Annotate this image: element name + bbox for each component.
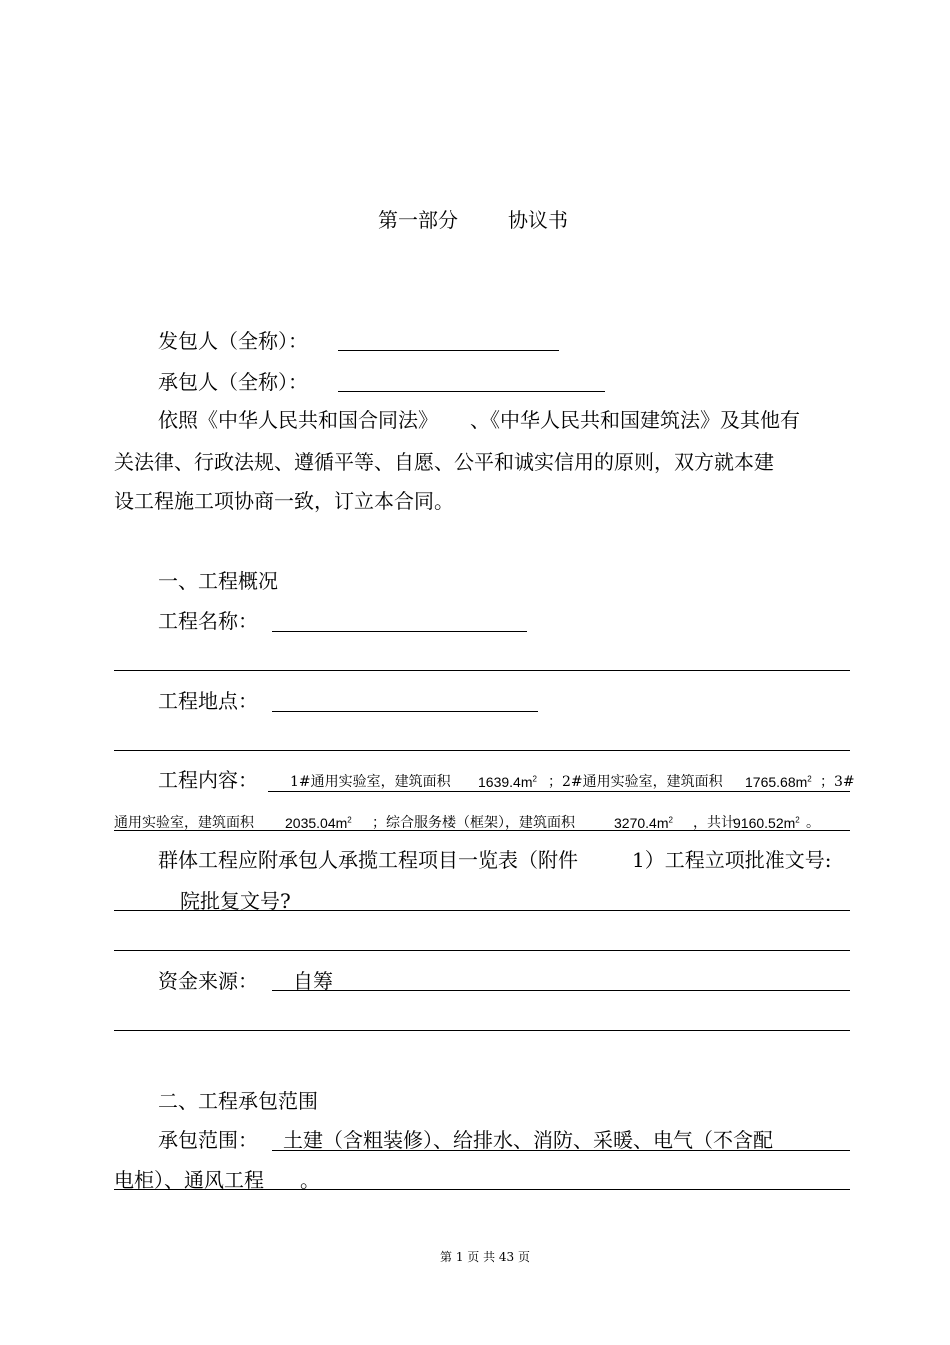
- group-line-a: 群体工程应附承包人承揽工程项目一览表（附件: [158, 848, 578, 872]
- content-l2-g: 。: [806, 815, 820, 831]
- project-name-blank-line2: [114, 670, 850, 671]
- content-l2-c: ；综合服务楼（框架），建筑面积: [372, 815, 575, 831]
- contractor-blank: [338, 391, 605, 392]
- content-underline-1: [268, 791, 850, 792]
- content-l1-b: $1639.4m^2$: [478, 774, 537, 790]
- content-l1-e: ；3#: [820, 774, 855, 790]
- content-l2-a: 通用实验室，建筑面积: [114, 815, 254, 831]
- approval-blank-line2: [114, 950, 850, 951]
- contractor-label: 承包人（全称）：: [158, 370, 308, 394]
- section2-heading: 二、工程承包范围: [158, 1089, 318, 1113]
- project-name-blank: [272, 631, 527, 632]
- approval-line: 院批复文号?: [180, 889, 291, 913]
- scope-line2-a: 电柜）、通风工程: [114, 1168, 264, 1192]
- project-name-label: 工程名称：: [158, 609, 258, 633]
- preamble-line1-a: 依照《中华人民共和国合同法》: [158, 408, 438, 432]
- page-number: 第 1 页 共 43 页: [440, 1250, 530, 1264]
- content-l1-c: ；2#通用实验室，建筑面积: [548, 774, 723, 790]
- scope-underline-2: [114, 1189, 850, 1190]
- content-l2-f: $9160.52m^2$: [733, 815, 800, 831]
- content-l2-b: $2035.04m^2$: [285, 815, 352, 831]
- section1-heading: 一、工程概况: [158, 569, 278, 593]
- project-location-blank: [272, 711, 538, 712]
- preamble-line1-b: 、《中华人民共和国建筑法》及其他有: [470, 408, 800, 432]
- content-l2-e: ，共计: [693, 815, 735, 831]
- content-l2-d: $3270.4m^2$: [614, 815, 673, 831]
- project-content-label: 工程内容：: [158, 768, 258, 792]
- approval-underline: [114, 910, 850, 911]
- scope-label: 承包范围：: [158, 1128, 258, 1152]
- scope-underline-1: [272, 1150, 850, 1151]
- title-name: 协议书: [508, 208, 568, 232]
- content-l1-a: 1#通用实验室，建筑面积: [290, 774, 451, 790]
- employer-blank: [338, 350, 559, 351]
- funding-value: 自筹: [293, 969, 333, 993]
- content-underline-2: [114, 830, 850, 831]
- content-l1-d: $1765.68m^2$: [745, 774, 812, 790]
- funding-label: 资金来源：: [158, 969, 258, 993]
- project-location-blank-line2: [114, 750, 850, 751]
- project-location-label: 工程地点：: [158, 689, 258, 713]
- preamble-line3: 设工程施工项协商一致，订立本合同。: [114, 489, 454, 513]
- group-line-b: 1）工程立项批准文号:: [632, 848, 832, 872]
- funding-blank-line2: [114, 1030, 850, 1031]
- scope-line2-b: 。: [300, 1168, 320, 1192]
- preamble-line2: 关法律、行政法规、遵循平等、自愿、公平和诚实信用的原则，双方就本建: [114, 450, 774, 474]
- scope-line1: 土建（含粗装修）、给排水、消防、采暖、电气（不含配: [283, 1128, 773, 1152]
- employer-label: 发包人（全称）：: [158, 329, 308, 353]
- funding-underline: [272, 990, 850, 991]
- title-part: 第一部分: [378, 208, 458, 232]
